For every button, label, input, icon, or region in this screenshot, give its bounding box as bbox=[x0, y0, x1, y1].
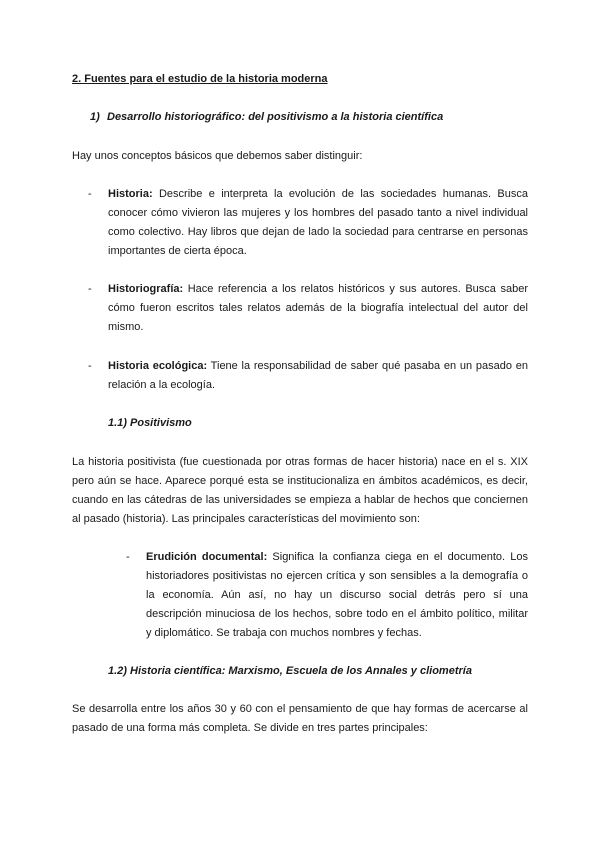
section-1-heading bbox=[90, 108, 443, 127]
bullet-dash: - bbox=[88, 283, 92, 295]
definition-historia: Describe e interpreta la evolución de las sociedades humanas. Busca conocer cómo vivieron las mujeres y los hombres del pasado tanto a nivel individual como colectivo. Hay libros que dejan de lado la sociedad para centrarse en personas importantes de cierta época. bbox=[108, 188, 528, 257]
definition-historia-ecologica: Tiene la responsabilidad de saber qué pasaba en un pasado en relación a la ecología. bbox=[108, 360, 528, 391]
definition-historiografia: Hace referencia a los relatos históricos y sus autores. Busca saber cómo fueron escritos tales relatos además de la biografía intelectual del autor del mismo. bbox=[108, 283, 528, 333]
term-historia-ecologica: Historia ecológica: bbox=[108, 360, 208, 372]
term-erudicion-documental: Erudición documental: bbox=[146, 551, 268, 563]
section-1-number: 1) bbox=[90, 111, 100, 123]
document-title: 2. Fuentes para el estudio de la historia moderna bbox=[72, 73, 328, 85]
bullet-dash: - bbox=[88, 360, 92, 372]
subsection-1-1-paragraph: La historia positivista (fue cuestionada por otras formas de hacer historia) nace en el s. XIX pero aún se hace. Aparece porqué esta se institucionaliza en ámbitos académicos, es decir, cuando en las cátedras de las universidades se empieza a hablar de hechos que conciernen al pasado (historia). Las principales características del movimiento son: bbox=[72, 456, 528, 525]
list-item-erudicion-documental bbox=[126, 548, 528, 643]
list-item-historiografia bbox=[88, 280, 528, 337]
subsection-1-2-paragraph: Se desarrolla entre los años 30 y 60 con el pensamiento de que hay formas de acercarse al pasado de una forma más completa. Se divide en tres partes principales: bbox=[72, 703, 528, 734]
bullet-dash: - bbox=[126, 551, 130, 563]
subsection-1-1-heading: 1.1) Positivismo bbox=[108, 417, 192, 429]
term-historiografia: Historiografía: bbox=[108, 283, 184, 295]
list-item-historia-ecologica bbox=[88, 357, 528, 395]
subsection-1-2-heading: 1.2) Historia científica: Marxismo, Escuela de los Annales y cliometría bbox=[108, 665, 472, 677]
definition-erudicion-documental: Significa la confianza ciega en el documento. Los historiadores positivistas no ejercen crítica y son sensibles a la demografía o la economía. Aún así, no hay un discurso social detrás pero sí una descripción minuciosa de los hechos, sobre todo en el ámbito político, militar y diplomático. Se trabaja con muchos nombres y fechas. bbox=[146, 551, 528, 639]
section-1-intro: Hay unos conceptos básicos que debemos saber distinguir: bbox=[72, 150, 363, 162]
list-item-historia bbox=[88, 185, 528, 261]
section-1-heading-text: Desarrollo historiográfico: del positivismo a la historia científica bbox=[107, 111, 444, 123]
term-historia: Historia: bbox=[108, 188, 153, 200]
bullet-dash: - bbox=[88, 188, 92, 200]
